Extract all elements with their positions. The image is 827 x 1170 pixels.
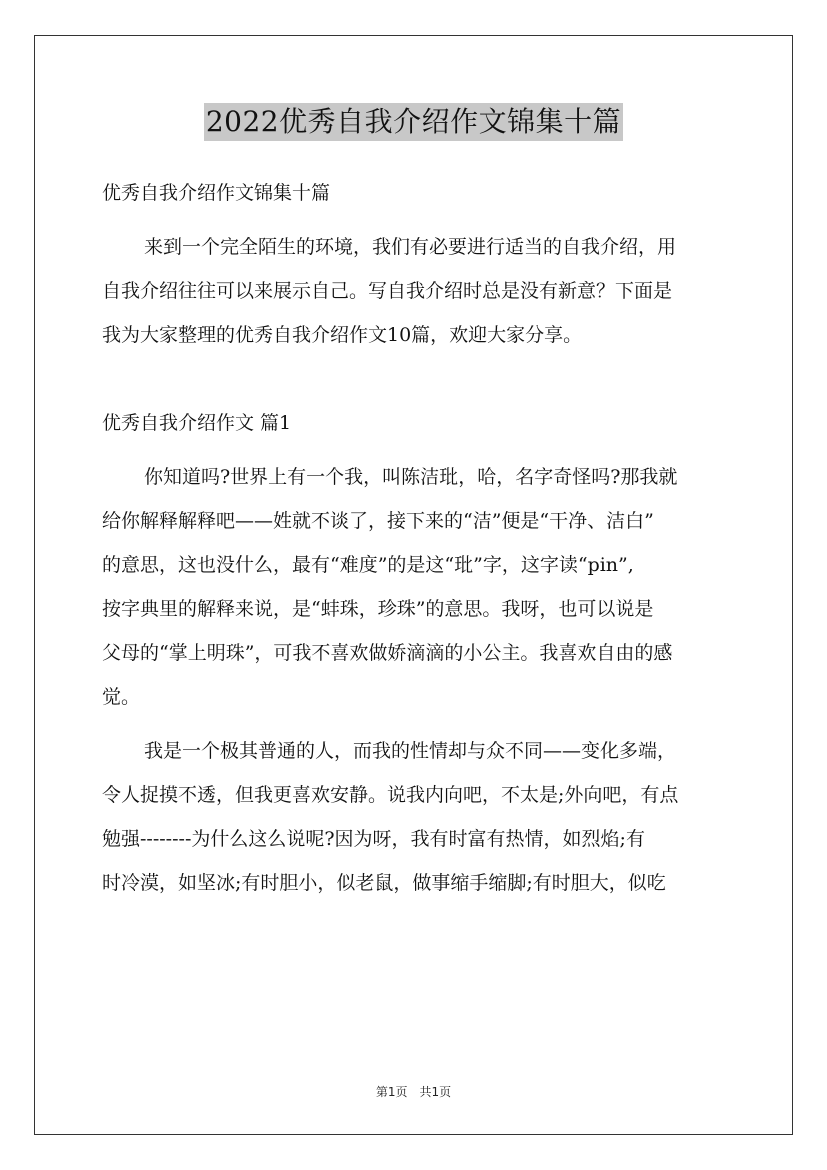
paragraph-line: 按字典里的解释来说，是“蚌珠，珍珠”的意思。我呀，也可以说是 [102, 598, 654, 620]
paragraph-line: 令人捉摸不透，但我更喜欢安静。说我内向吧，不太是;外向吧，有点 [102, 784, 679, 806]
paragraph-line: 觉。 [102, 686, 141, 708]
page-number: 第1页 [375, 1085, 408, 1099]
spacer [102, 357, 728, 401]
document-title: 2022优秀自我介绍作文锦集十篇 [204, 103, 623, 141]
section-heading: 优秀自我介绍作文 篇1 [102, 412, 292, 434]
intro-line: 我为大家整理的优秀自我介绍作文10篇，欢迎大家分享。 [102, 324, 583, 346]
paragraph-line: 你知道吗?世界上有一个我，叫陈洁玭，哈，名字奇怪吗?那我就 [144, 466, 678, 488]
spacer [102, 719, 728, 729]
page-footer [0, 1083, 827, 1100]
intro-line: 来到一个完全陌生的环境，我们有必要进行适当的自我介绍，用 [144, 236, 677, 258]
paragraph-line: 时冷漠，如坚冰;有时胆小，似老鼠，做事缩手缩脚;有时胆大，似吃 [102, 872, 666, 894]
spacer [102, 215, 728, 225]
intro-line: 自我介绍往往可以来展示自己。写自我介绍时总是没有新意？下面是 [102, 280, 673, 302]
paragraph-line: 给你解释解释吧——姓就不谈了，接下来的“洁”便是“干净、洁白” [102, 510, 654, 532]
title-container [0, 103, 827, 141]
document-body [102, 171, 728, 905]
page-total: 共1页 [419, 1085, 452, 1099]
document-heading: 优秀自我介绍作文锦集十篇 [102, 182, 331, 204]
paragraph-line: 勉强--------为什么这么说呢?因为呀，我有时富有热情，如烈焰;有 [102, 828, 645, 850]
spacer [102, 445, 728, 455]
paragraph-line: 父母的“掌上明珠”，可我不喜欢做娇滴滴的小公主。我喜欢自由的感 [102, 642, 673, 664]
paragraph-line: 我是一个极其普通的人，而我的性情却与众不同——变化多端， [144, 740, 677, 762]
paragraph-line: 的意思，这也没什么，最有“难度”的是这“玭”字，这字读“pin”, [102, 554, 634, 576]
